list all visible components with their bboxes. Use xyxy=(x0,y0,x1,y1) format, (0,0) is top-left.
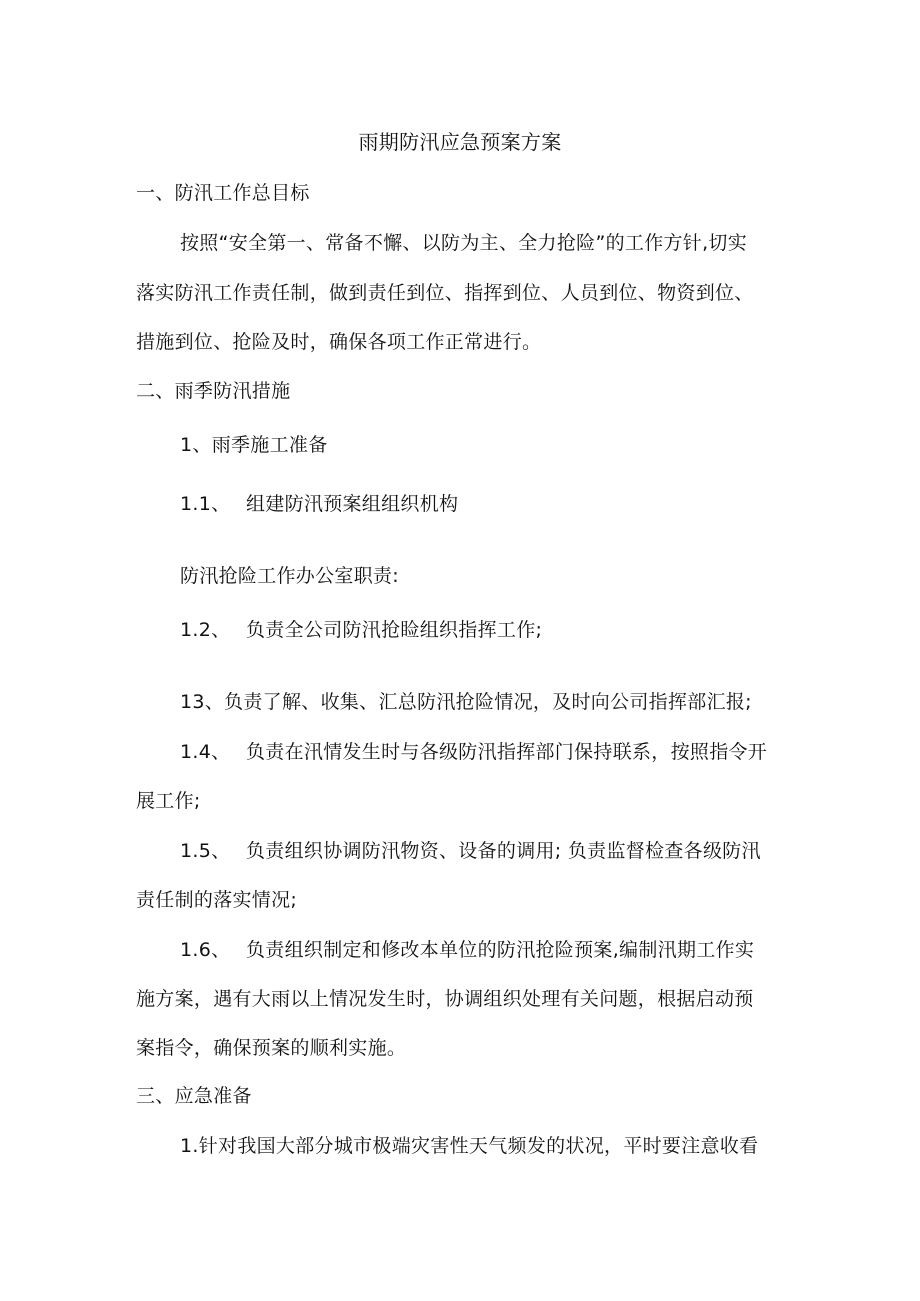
item-1-4-number: 1.4、 xyxy=(180,741,231,763)
item-1-1-number: 1.1、 xyxy=(180,493,231,515)
item-1-2-text: 负责全公司防汛抢睑组织指挥工作; xyxy=(246,619,543,641)
item-1-4-text-line-2: 展工作; xyxy=(136,790,201,812)
section-1-heading: 一、防汛工作总目标 xyxy=(136,182,310,204)
item-1-5 xyxy=(180,838,761,864)
item-1-2 xyxy=(180,617,542,643)
item-1-6-text-line-3: 案指令，确保预案的顺利实施。 xyxy=(136,1037,407,1059)
item-1-5-text-line-1: 负责组织协调防汛物资、设备的调用; 负责监督检查各级防汛 xyxy=(246,840,761,862)
section-3-item-1: 1.针对我国大部分城市极端灾害性天气频发的状况，平时要注意收看 xyxy=(180,1135,759,1157)
item-1-1 xyxy=(180,491,458,517)
item-1-3: 13、负责了解、收集、汇总防汛抢险情况，及时向公司指挥部汇报; xyxy=(180,691,752,713)
document-title: 雨期防汛应急预案方案 xyxy=(358,130,562,154)
office-duty-heading: 防汛抢险工作办公室职责: xyxy=(180,565,400,587)
item-1-6 xyxy=(180,937,754,963)
item-1-4-text-line-1: 负责在汛情发生时与各级防汛指挥部门保持联系，按照指令开 xyxy=(246,741,768,763)
section-1-para-line-1: 按照“安全第一、常备不懈、以防为主、全力抢险”的工作方针,切实 xyxy=(180,232,748,254)
item-1-5-text-line-2: 责任制的落实情况; xyxy=(136,889,298,911)
item-1-6-text-line-2: 施方案，遇有大雨以上情况发生时，协调组织处理有关问题，根据启动预 xyxy=(136,988,754,1010)
subsection-rain-prep: 1、雨季施工准备 xyxy=(180,434,328,456)
section-1-para-line-3: 措施到位、抢险及时，确保各项工作正常进行。 xyxy=(136,331,542,353)
item-1-1-text: 组建防汛预案组组织机构 xyxy=(246,493,459,515)
section-2-heading: 二、雨季防汛措施 xyxy=(136,380,291,402)
section-3-heading: 三、应急准备 xyxy=(136,1085,252,1107)
item-1-6-text-line-1: 负责组织制定和修改本单位的防汛抢险预案,编制汛期工作实 xyxy=(246,939,755,961)
item-1-6-number: 1.6、 xyxy=(180,939,231,961)
item-1-5-number: 1.5、 xyxy=(180,840,231,862)
section-1-para-line-2: 落实防汛工作责任制，做到责任到位、指挥到位、人员到位、物资到位、 xyxy=(136,282,754,304)
item-1-4 xyxy=(180,739,767,765)
item-1-2-number: 1.2、 xyxy=(180,619,231,641)
